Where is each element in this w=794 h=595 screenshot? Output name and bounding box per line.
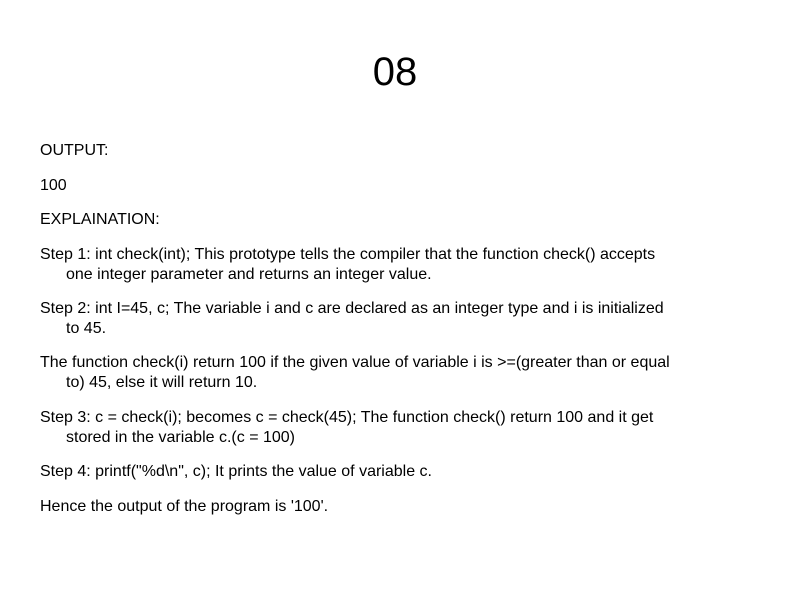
- explanation-label: EXPLAINATION:: [40, 211, 160, 228]
- paragraph-step-2: [40, 299, 760, 339]
- paragraph-line: one integer parameter and returns an integer value.: [66, 266, 432, 283]
- paragraph-step-4: [40, 462, 760, 482]
- paragraph-step-1: [40, 245, 760, 285]
- slide-title-text: 08: [372, 50, 418, 94]
- paragraph-line: Step 2: int I=45, c; The variable i and c are declared as an integer type and i is initialized: [40, 300, 664, 317]
- output-value: 100: [40, 177, 67, 194]
- output-label: OUTPUT:: [40, 142, 109, 159]
- slide-title: [0, 48, 794, 96]
- paragraph-line: The function check(i) return 100 if the given value of variable i is >=(greater than or equal: [40, 354, 670, 371]
- paragraph-line: Step 1: int check(int); This prototype tells the compiler that the function check() accepts: [40, 246, 656, 263]
- paragraph-line: to) 45, else it will return 10.: [66, 374, 258, 391]
- paragraph-line: stored in the variable c.(c = 100): [66, 429, 296, 446]
- paragraph-conclusion: [40, 497, 760, 517]
- paragraph-line: to 45.: [66, 320, 107, 337]
- paragraph-line: Hence the output of the program is '100'.: [40, 498, 329, 515]
- paragraph-function-note: [40, 353, 760, 393]
- paragraph-line: Step 4: printf("%d\n", c); It prints the value of variable c.: [40, 463, 432, 480]
- paragraph-step-3: [40, 408, 760, 448]
- paragraph-line: Step 3: c = check(i); becomes c = check(45); The function check() return 100 and it get: [40, 409, 654, 426]
